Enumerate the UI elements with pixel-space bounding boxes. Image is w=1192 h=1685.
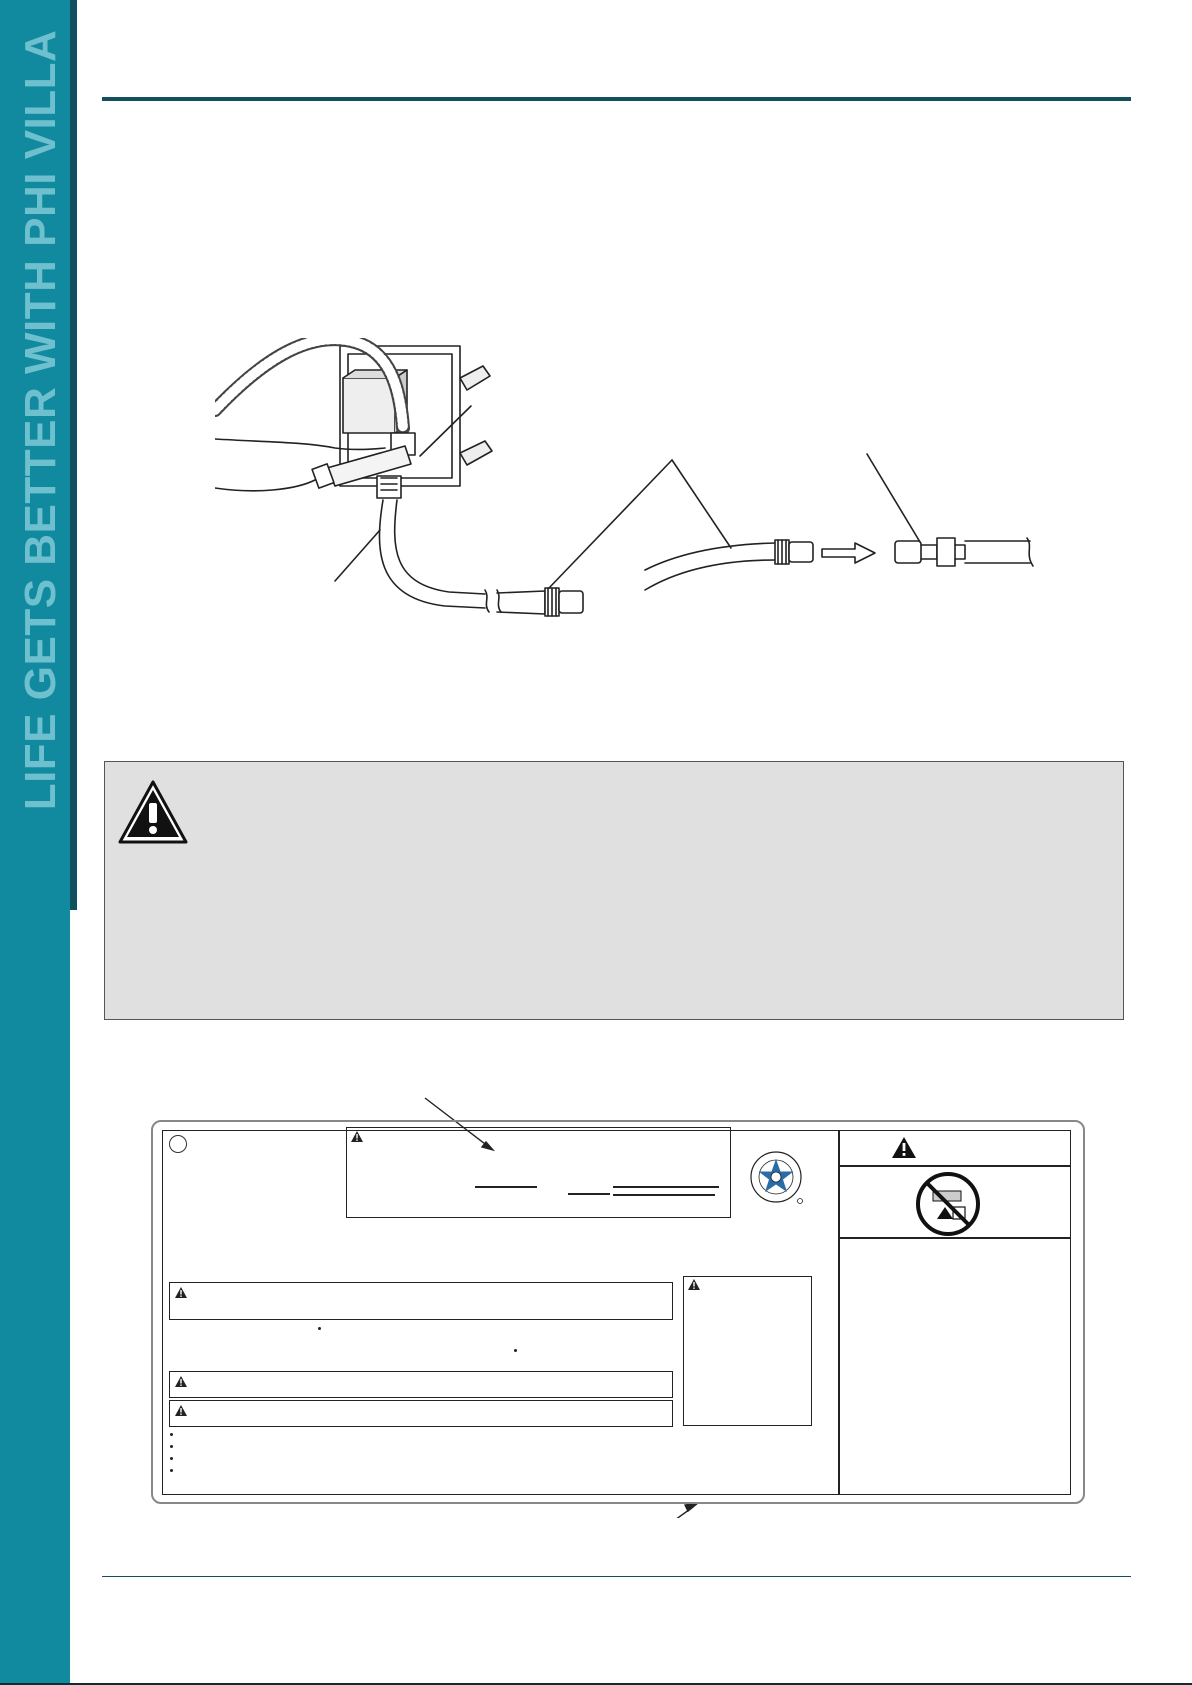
diagram-drawing xyxy=(215,338,1045,658)
plate-field-line xyxy=(613,1186,719,1188)
plate-rule xyxy=(839,1165,1071,1167)
plate-warning-icon xyxy=(175,1376,187,1387)
plate-warning-box-4 xyxy=(683,1276,812,1426)
sidebar-brand-text: LIFE GETS BETTER WITH PHI VILLA xyxy=(16,29,65,811)
plate-warning-icon xyxy=(175,1287,187,1298)
hose-connection-diagram xyxy=(215,338,1045,658)
plate-field-line xyxy=(613,1194,715,1196)
rating-plate-inner xyxy=(162,1130,1071,1495)
warning-box xyxy=(104,761,1124,1020)
rating-plate-illustration xyxy=(148,1088,1088,1518)
prohibition-icon xyxy=(915,1171,981,1237)
plate-bullet xyxy=(170,1433,173,1436)
plate-rule xyxy=(839,1237,1071,1239)
plate-bullet xyxy=(514,1349,517,1352)
model-info-box xyxy=(346,1127,731,1218)
warning-triangle-icon xyxy=(117,779,189,845)
plate-mounting-hole xyxy=(169,1135,187,1153)
plate-warning-box-2 xyxy=(169,1371,673,1398)
plate-warning-icon xyxy=(351,1131,363,1142)
header-rule xyxy=(102,97,1131,101)
sidebar-edge xyxy=(70,0,77,910)
plate-bullet xyxy=(170,1457,173,1460)
plate-warning-icon xyxy=(688,1279,700,1290)
plate-warning-icon xyxy=(175,1405,187,1416)
plate-warning-box-3 xyxy=(169,1400,673,1427)
design-certified-star-icon xyxy=(749,1150,805,1206)
warning-triangle-icon xyxy=(892,1137,916,1158)
plate-field-line xyxy=(568,1193,610,1195)
plate-bullet xyxy=(318,1327,321,1330)
sidebar-brand-strip xyxy=(0,0,70,1685)
plate-warning-box-1 xyxy=(169,1282,673,1320)
footer-rule xyxy=(102,1576,1131,1577)
plate-field-line xyxy=(475,1186,537,1188)
plate-divider xyxy=(838,1131,840,1494)
plate-bullet xyxy=(170,1445,173,1448)
plate-bullet xyxy=(170,1469,173,1472)
